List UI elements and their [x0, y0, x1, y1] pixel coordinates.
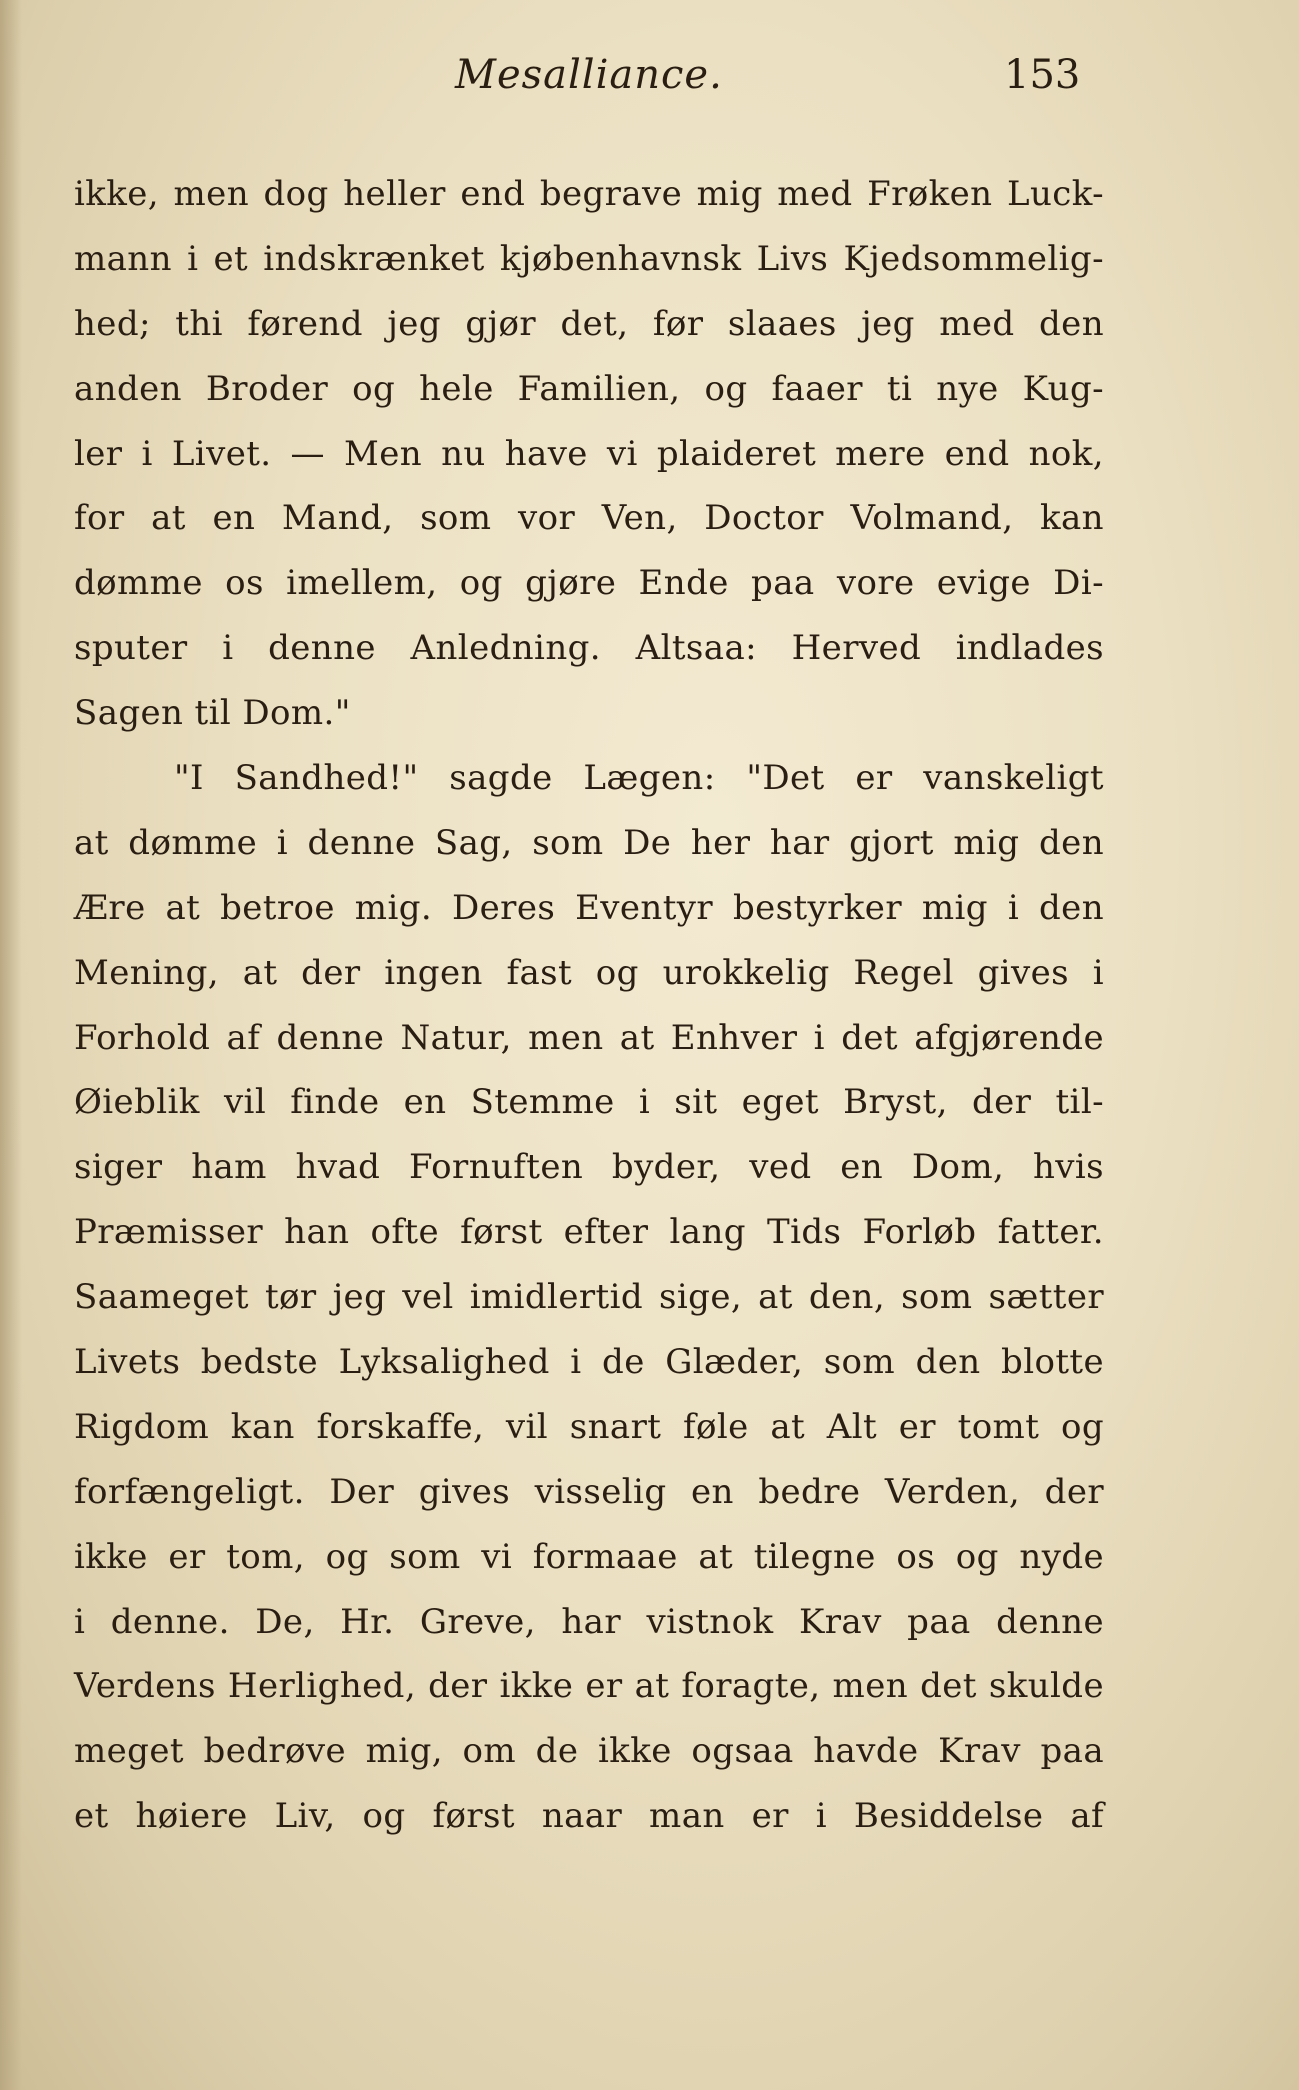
text-line: Præmisser han ofte først efter lang Tids Forløb fatter.	[74, 1212, 1104, 1253]
text-line: dømme os imellem, og gjøre Ende paa vore evige Di-	[74, 563, 1104, 604]
text-line: et høiere Liv, og først naar man er i Besiddelse af	[74, 1796, 1104, 1837]
text-line: Ære at betroe mig. Deres Eventyr bestyrker mig i den	[74, 887, 1104, 928]
running-head: Mesalliance.	[455, 52, 723, 98]
page-header	[0, 52, 1299, 112]
text-line: Livets bedste Lyksalighed i de Glæder, som den blotte	[74, 1342, 1104, 1383]
text-line: mann i et indskrænket kjøbenhavnsk Livs Kjedsommelig-	[74, 238, 1104, 279]
text-line: sputer i denne Anledning. Altsaa: Herved indlades	[74, 628, 1104, 669]
text-line: ler i Livet. — Men nu have vi plaideret mere end nok,	[74, 433, 1104, 474]
text-line: anden Broder og hele Familien, og faaer ti nye Kug-	[74, 368, 1104, 409]
text-line: meget bedrøve mig, om de ikke ogsaa havde Krav paa	[74, 1731, 1104, 1772]
text-line: Øieblik vil finde en Stemme i sit eget Bryst, der til-	[74, 1082, 1104, 1123]
text-line: Rigdom kan forskaffe, vil snart føle at Alt er tomt og	[74, 1406, 1104, 1447]
text-line: ikke er tom, og som vi formaae at tilegne os og nyde	[74, 1536, 1104, 1577]
body-text	[74, 162, 1104, 1849]
page-edge-shadow	[0, 0, 22, 2090]
text-line: Saameget tør jeg vel imidlertid sige, at den, som sætter	[74, 1277, 1104, 1318]
text-line: Forhold af denne Natur, men at Enhver i det afgjørende	[74, 1017, 1104, 1058]
text-line: "I Sandhed!" sagde Lægen: "Det er vanskeligt	[174, 758, 1104, 799]
text-line: hed; thi førend jeg gjør det, før slaaes jeg med den	[74, 303, 1104, 344]
text-line: ikke, men dog heller end begrave mig med Frøken Luck-	[74, 174, 1104, 214]
text-line: i denne. De, Hr. Greve, har vistnok Krav paa denne	[74, 1601, 1104, 1642]
text-line: forfængeligt. Der gives visselig en bedre Verden, der	[74, 1471, 1104, 1512]
text-line: Sagen til Dom."	[74, 693, 351, 734]
text-line: siger ham hvad Fornuften byder, ved en Dom, hvis	[74, 1147, 1104, 1188]
text-line: at dømme i denne Sag, som De her har gjort mig den	[74, 822, 1104, 863]
text-line: Mening, at der ingen fast og urokkelig Regel gives i	[74, 952, 1104, 993]
text-line: for at en Mand, som vor Ven, Doctor Volmand, kan	[74, 498, 1104, 539]
text-line: Verdens Herlighed, der ikke er at foragte, men det skulde	[74, 1666, 1104, 1707]
page-number: 153	[1004, 52, 1081, 98]
